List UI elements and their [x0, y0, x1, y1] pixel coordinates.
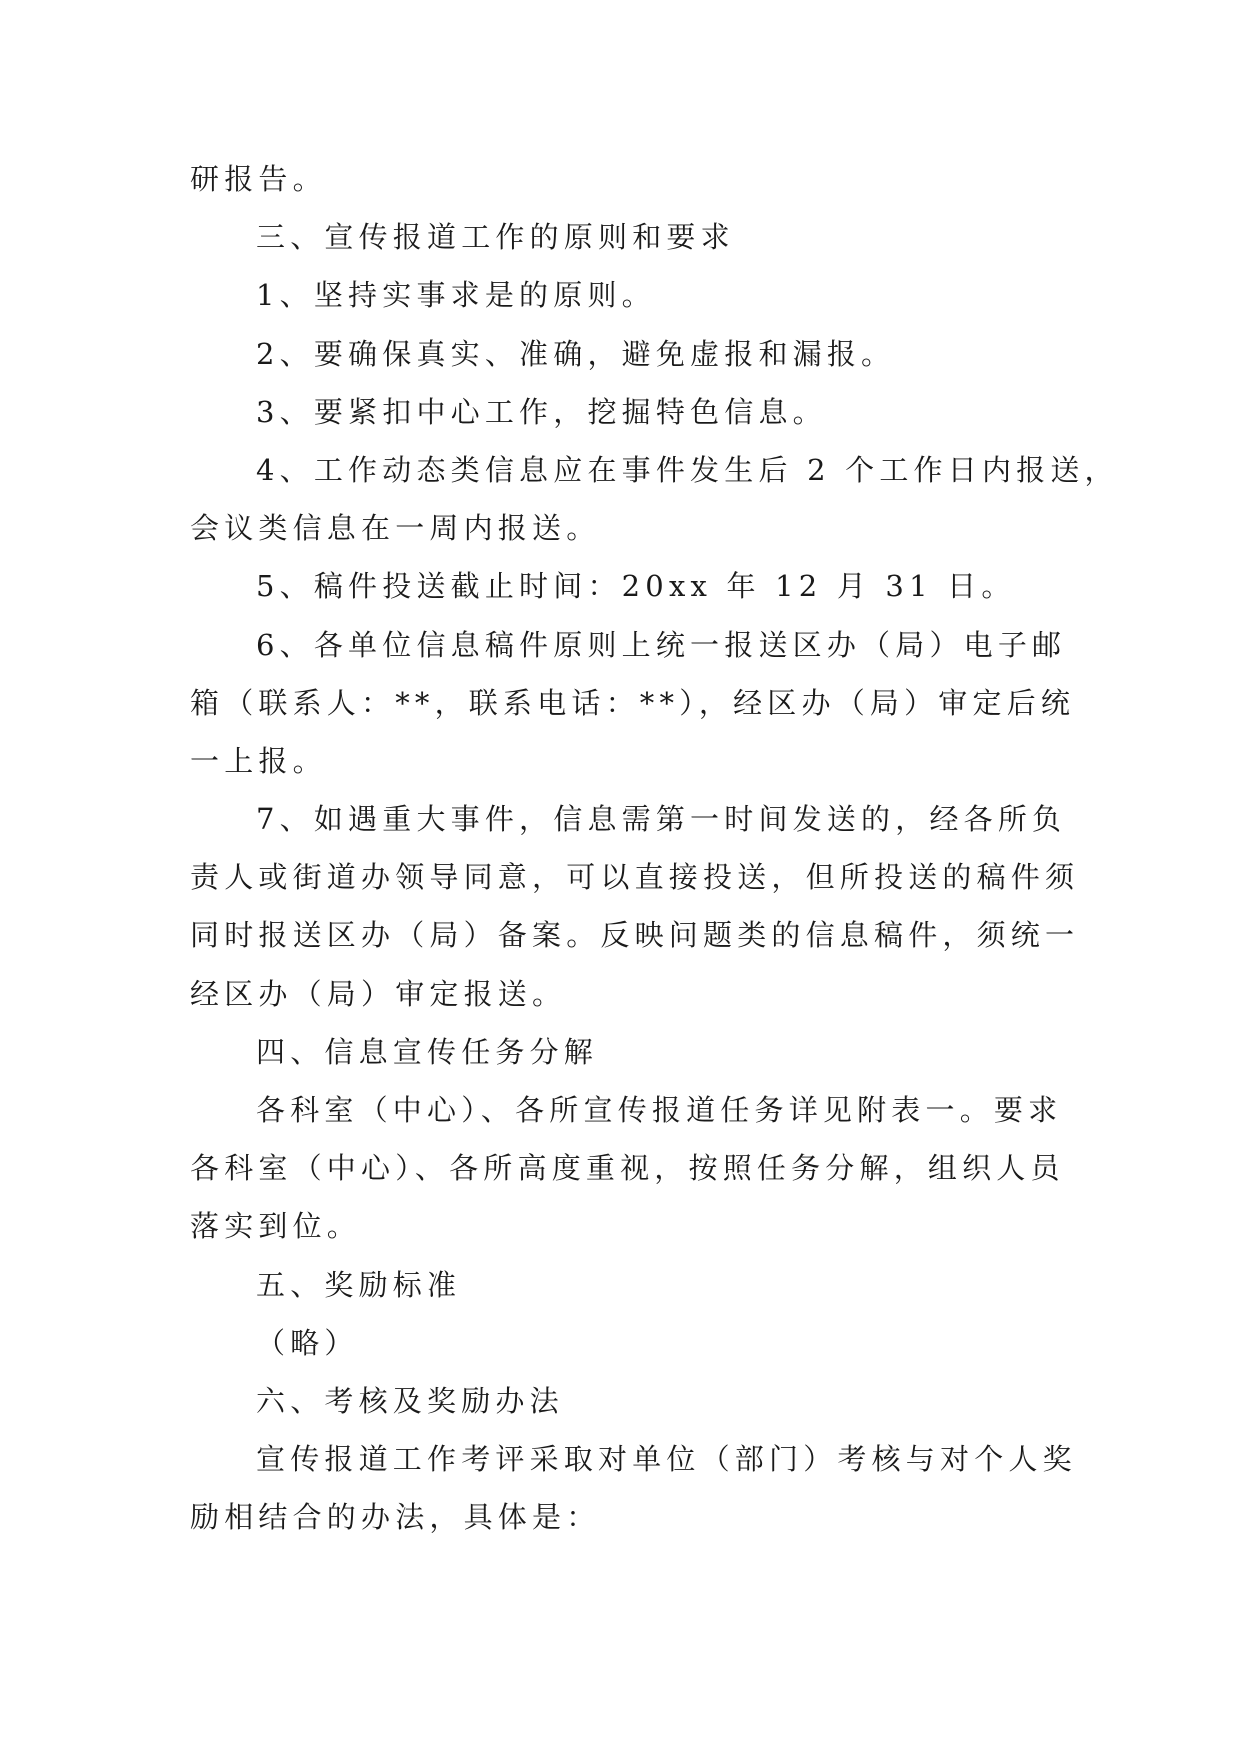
section-heading-5: 五、奖励标准 — [256, 1267, 462, 1302]
section-heading-6: 六、考核及奖励办法 — [256, 1383, 564, 1418]
list-item-7-continued: 同时报送区办（局）备案。反映问题类的信息稿件，须统一 — [190, 918, 1080, 953]
list-item-7-continued: 经区办（局）审定报送。 — [190, 976, 567, 1011]
paragraph-line: 励相结合的办法，具体是： — [190, 1500, 601, 1535]
list-item-2: 2、要确保真实、准确，避免虚报和漏报。 — [256, 336, 896, 371]
list-item-6-continued: 箱（联系人：**，联系电话：**），经区办（局）审定后统 — [190, 685, 1076, 720]
list-item-7-continued: 责人或街道办领导同意，可以直接投送，但所投送的稿件须 — [190, 860, 1080, 895]
omitted-note: （略） — [256, 1325, 359, 1360]
paragraph-line: 研报告。 — [190, 162, 327, 196]
paragraph-line: 各科室（中心）、各所宣传报道任务详见附表一。要求 — [256, 1093, 1063, 1127]
paragraph-line: 各科室（中心）、各所高度重视，按照任务分解，组织人员 — [190, 1151, 1065, 1186]
list-item-3: 3、要紧扣中心工作，挖掘特色信息。 — [256, 394, 827, 429]
list-item-4: 4、工作动态类信息应在事件发生后 2 个工作日内报送， — [256, 452, 1119, 487]
section-heading-4: 四、信息宣传任务分解 — [256, 1034, 599, 1069]
list-item-6-continued: 一上报。 — [190, 743, 327, 778]
paragraph-line: 宣传报道工作考评采取对单位（部门）考核与对个人奖 — [256, 1442, 1077, 1477]
section-heading-3: 三、宣传报道工作的原则和要求 — [256, 220, 735, 255]
list-item-4-continued: 会议类信息在一周内报送。 — [190, 511, 601, 546]
list-item-7: 7、如遇重大事件，信息需第一时间发送的，经各所负 — [256, 802, 1067, 837]
paragraph-line: 落实到位。 — [190, 1209, 362, 1244]
document-page — [190, 150, 1119, 1547]
list-item-5: 5、稿件投送截止时间：20xx 年 12 月 31 日。 — [256, 569, 1016, 604]
list-item-1: 1、坚持实事求是的原则。 — [256, 278, 656, 313]
list-item-6: 6、各单位信息稿件原则上统一报送区办（局）电子邮 — [256, 627, 1067, 662]
